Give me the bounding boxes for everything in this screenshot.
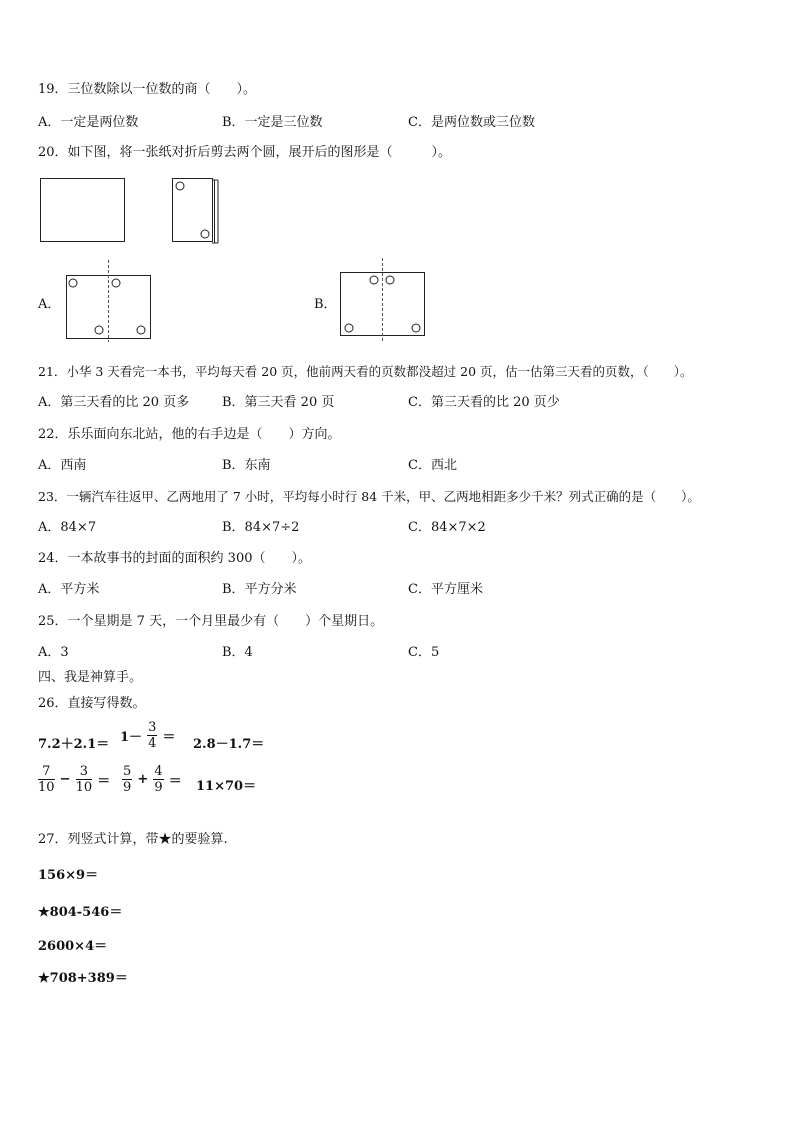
q25-option-b: B．4 [222,645,253,660]
fraction: $\frac{4}{9}$ [154,764,163,795]
circle-hole [69,279,77,287]
circle-hole [370,276,378,284]
q22-option-c: C．西北 [408,458,457,473]
q21-option-a: A．第三天看的比 20 页多 [38,395,190,410]
expr-fraction-subtract: 1－ $\frac{3}{4}$ ＝ [120,720,176,751]
q21-option-c: C．第三天看的比 20 页少 [408,395,560,410]
q23-option-a: A．84×7 [38,520,97,535]
q19-option-c: C．是两位数或三位数 [408,115,535,130]
q25-option-a: A．3 [38,645,69,660]
vertical-calc-item: 156×9＝ [38,868,99,883]
circle-hole [386,276,394,284]
q19-option-b: B．一定是三位数 [222,115,323,130]
vertical-calc-item: 2600×4＝ [38,939,108,954]
q23-option-b: B．84×7÷2 [222,520,300,535]
question-26: 26．直接写得数。 [38,696,146,711]
q22-option-b: B．东南 [222,458,271,473]
question-25: 25．一个星期是 7 天，一个月里最少有（ ）个星期日。 [38,614,384,629]
q19-option-a: A．一定是两位数 [38,115,139,130]
expr-decimal-subtract: 2.8－1.7＝ [193,737,265,752]
circle-hole [345,324,353,332]
vertical-calc-item: ★708+389＝ [38,971,128,986]
question-21: 21．小华 3 天看完一本书，平均每天看 20 页，他前两天看的页数都没超过 20 页，估一估第三天看的页数，（ ）。 [38,364,693,379]
unfolded-paper [41,179,125,242]
question-23: 23．一辆汽车往返甲、乙两地用了 7 小时，平均每小时行 84 千米，甲、乙两地相距多少千米？列式正确的是（ ）。 [38,489,700,504]
q20-option-a-label: A． [38,297,61,312]
expr-decimal-add: 7.2＋2.1＝ [38,737,110,752]
q23-option-c: C．84×7×2 [408,520,486,535]
fraction: $\frac{3}{10}$ [75,764,93,795]
q20-option-a-figure [60,258,156,342]
question-20: 20．如下图，将一张纸对折后剪去两个圆，展开后的图形是（ ）。 [38,145,452,160]
q25-option-c: C．5 [408,645,440,660]
expr-fraction-add-ninths: $\frac{5}{9}$ + $\frac{4}{9}$ ＝ [123,764,182,795]
vertical-calc-item: ★804-546＝ [38,905,123,920]
q24-option-c: C．平方厘米 [408,582,483,597]
question-24: 24．一本故事书的封面的面积约 300（ ）。 [38,551,311,566]
q21-option-b: B．第三天看 20 页 [222,395,335,410]
circle-hole [137,326,145,334]
question-27: 27．列竖式计算，带★的要验算. [38,832,228,847]
expr-fraction-subtract-tenths: $\frac{7}{10}$ − $\frac{3}{10}$ ＝ [38,764,111,795]
q22-option-a: A．西南 [38,458,87,473]
folded-paper [173,179,219,244]
expr-multiply: 11×70＝ [196,779,257,794]
q20-option-b-figure [334,258,430,342]
circle-hole [95,326,103,334]
question-22: 22．乐乐面向东北站，他的右手边是（ ）方向。 [38,427,341,442]
fraction: $\frac{3}{4}$ [148,720,157,751]
q20-option-b-label: B． [314,297,337,312]
q20-paper-figure [38,174,228,246]
fraction: $\frac{7}{10}$ [38,764,55,795]
fraction: $\frac{5}{9}$ [123,764,132,795]
q24-option-a: A．平方米 [38,582,100,597]
section-heading: 四、我是神算手。 [38,670,143,685]
q24-option-b: B．平方分米 [222,582,297,597]
circle-hole [412,324,420,332]
circle-hole [112,279,120,287]
question-19: 19．三位数除以一位数的商（ ）。 [38,82,257,97]
